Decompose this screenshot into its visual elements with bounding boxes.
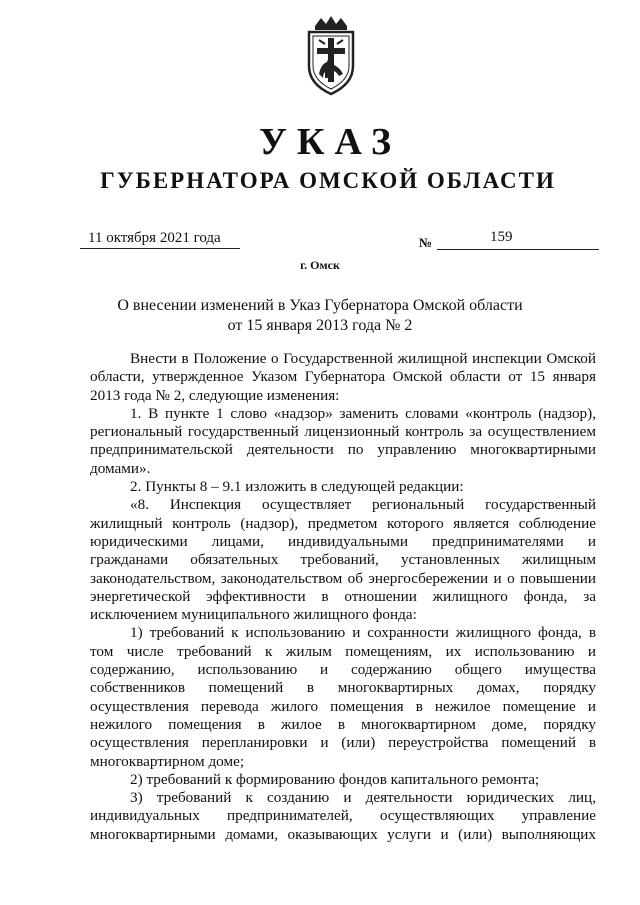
number-sign: №	[419, 235, 433, 250]
document-title: УКАЗ	[259, 121, 401, 163]
paragraph-subitem-1: 1) требований к использованию и сохранности жилищного фонда, в том числе требований к жилым помещениям, их использованию и содержанию, использованию и содержанию общего имущества собственников помещений в многоквартирных домах, порядку осуществления перевода жилого помещения в нежилое помещение и нежилого помещения в жилое в многоквартирном доме, порядку осуществления перепланировки и (или) переустройства помещений в многоквартирном доме;	[90, 624, 596, 770]
paragraph-subitem-3: 3) требований к созданию и деятельности юридических лиц, индивидуальных предпринимателей, осуществляющих управление многоквартирными домами, оказывающих услуги и (или) выполняющих	[90, 789, 596, 843]
paragraph-item-1: 1. В пункте 1 слово «надзор» заменить словами «контроль (надзор), региональный государственный лицензионный контроль за осуществлением предпринимательской деятельности по управлению многоквартирными домами».	[90, 404, 596, 477]
document-date: 11 октября 2021 года	[80, 230, 240, 249]
number-underline	[437, 230, 599, 250]
document-number: 159	[490, 229, 513, 245]
paragraph-clause-8: «8. Инспекция осуществляет региональный государственный жилищный контроль (надзор), предметом которого является соблюдение юридическими лицами, индивидуальными предпринимателями и гражданами обязательных требований, установленных жилищным законодательством, законодательством об энергосбережении и о повышении энергетической эффективности в отношении жилищного фонда, за исключением муниципального жилищного фонда:	[90, 496, 596, 624]
paragraph-subitem-2: 2) требований к формированию фондов капитального ремонта;	[130, 770, 540, 788]
subject-line-1: О внесении изменений в Указ Губернатора Омской области	[117, 297, 523, 314]
paragraph-intro: Внести в Положение о Государственной жилищной инспекции Омской области, утвержденное Указом Губернатора Омской области от 15 января 2013 года № 2, следующие изменения:	[90, 350, 596, 404]
paragraph-item-2: 2. Пункты 8 – 9.1 изложить в следующей редакции:	[130, 478, 464, 496]
coat-of-arms-emblem	[301, 14, 361, 98]
document-subtitle: ГУБЕРНАТОРА ОМСКОЙ ОБЛАСТИ	[100, 168, 556, 193]
document-body	[90, 350, 596, 844]
document-city: г. Омск	[300, 258, 340, 272]
document-subject	[0, 296, 640, 336]
subject-line-2: от 15 января 2013 года № 2	[227, 317, 413, 334]
